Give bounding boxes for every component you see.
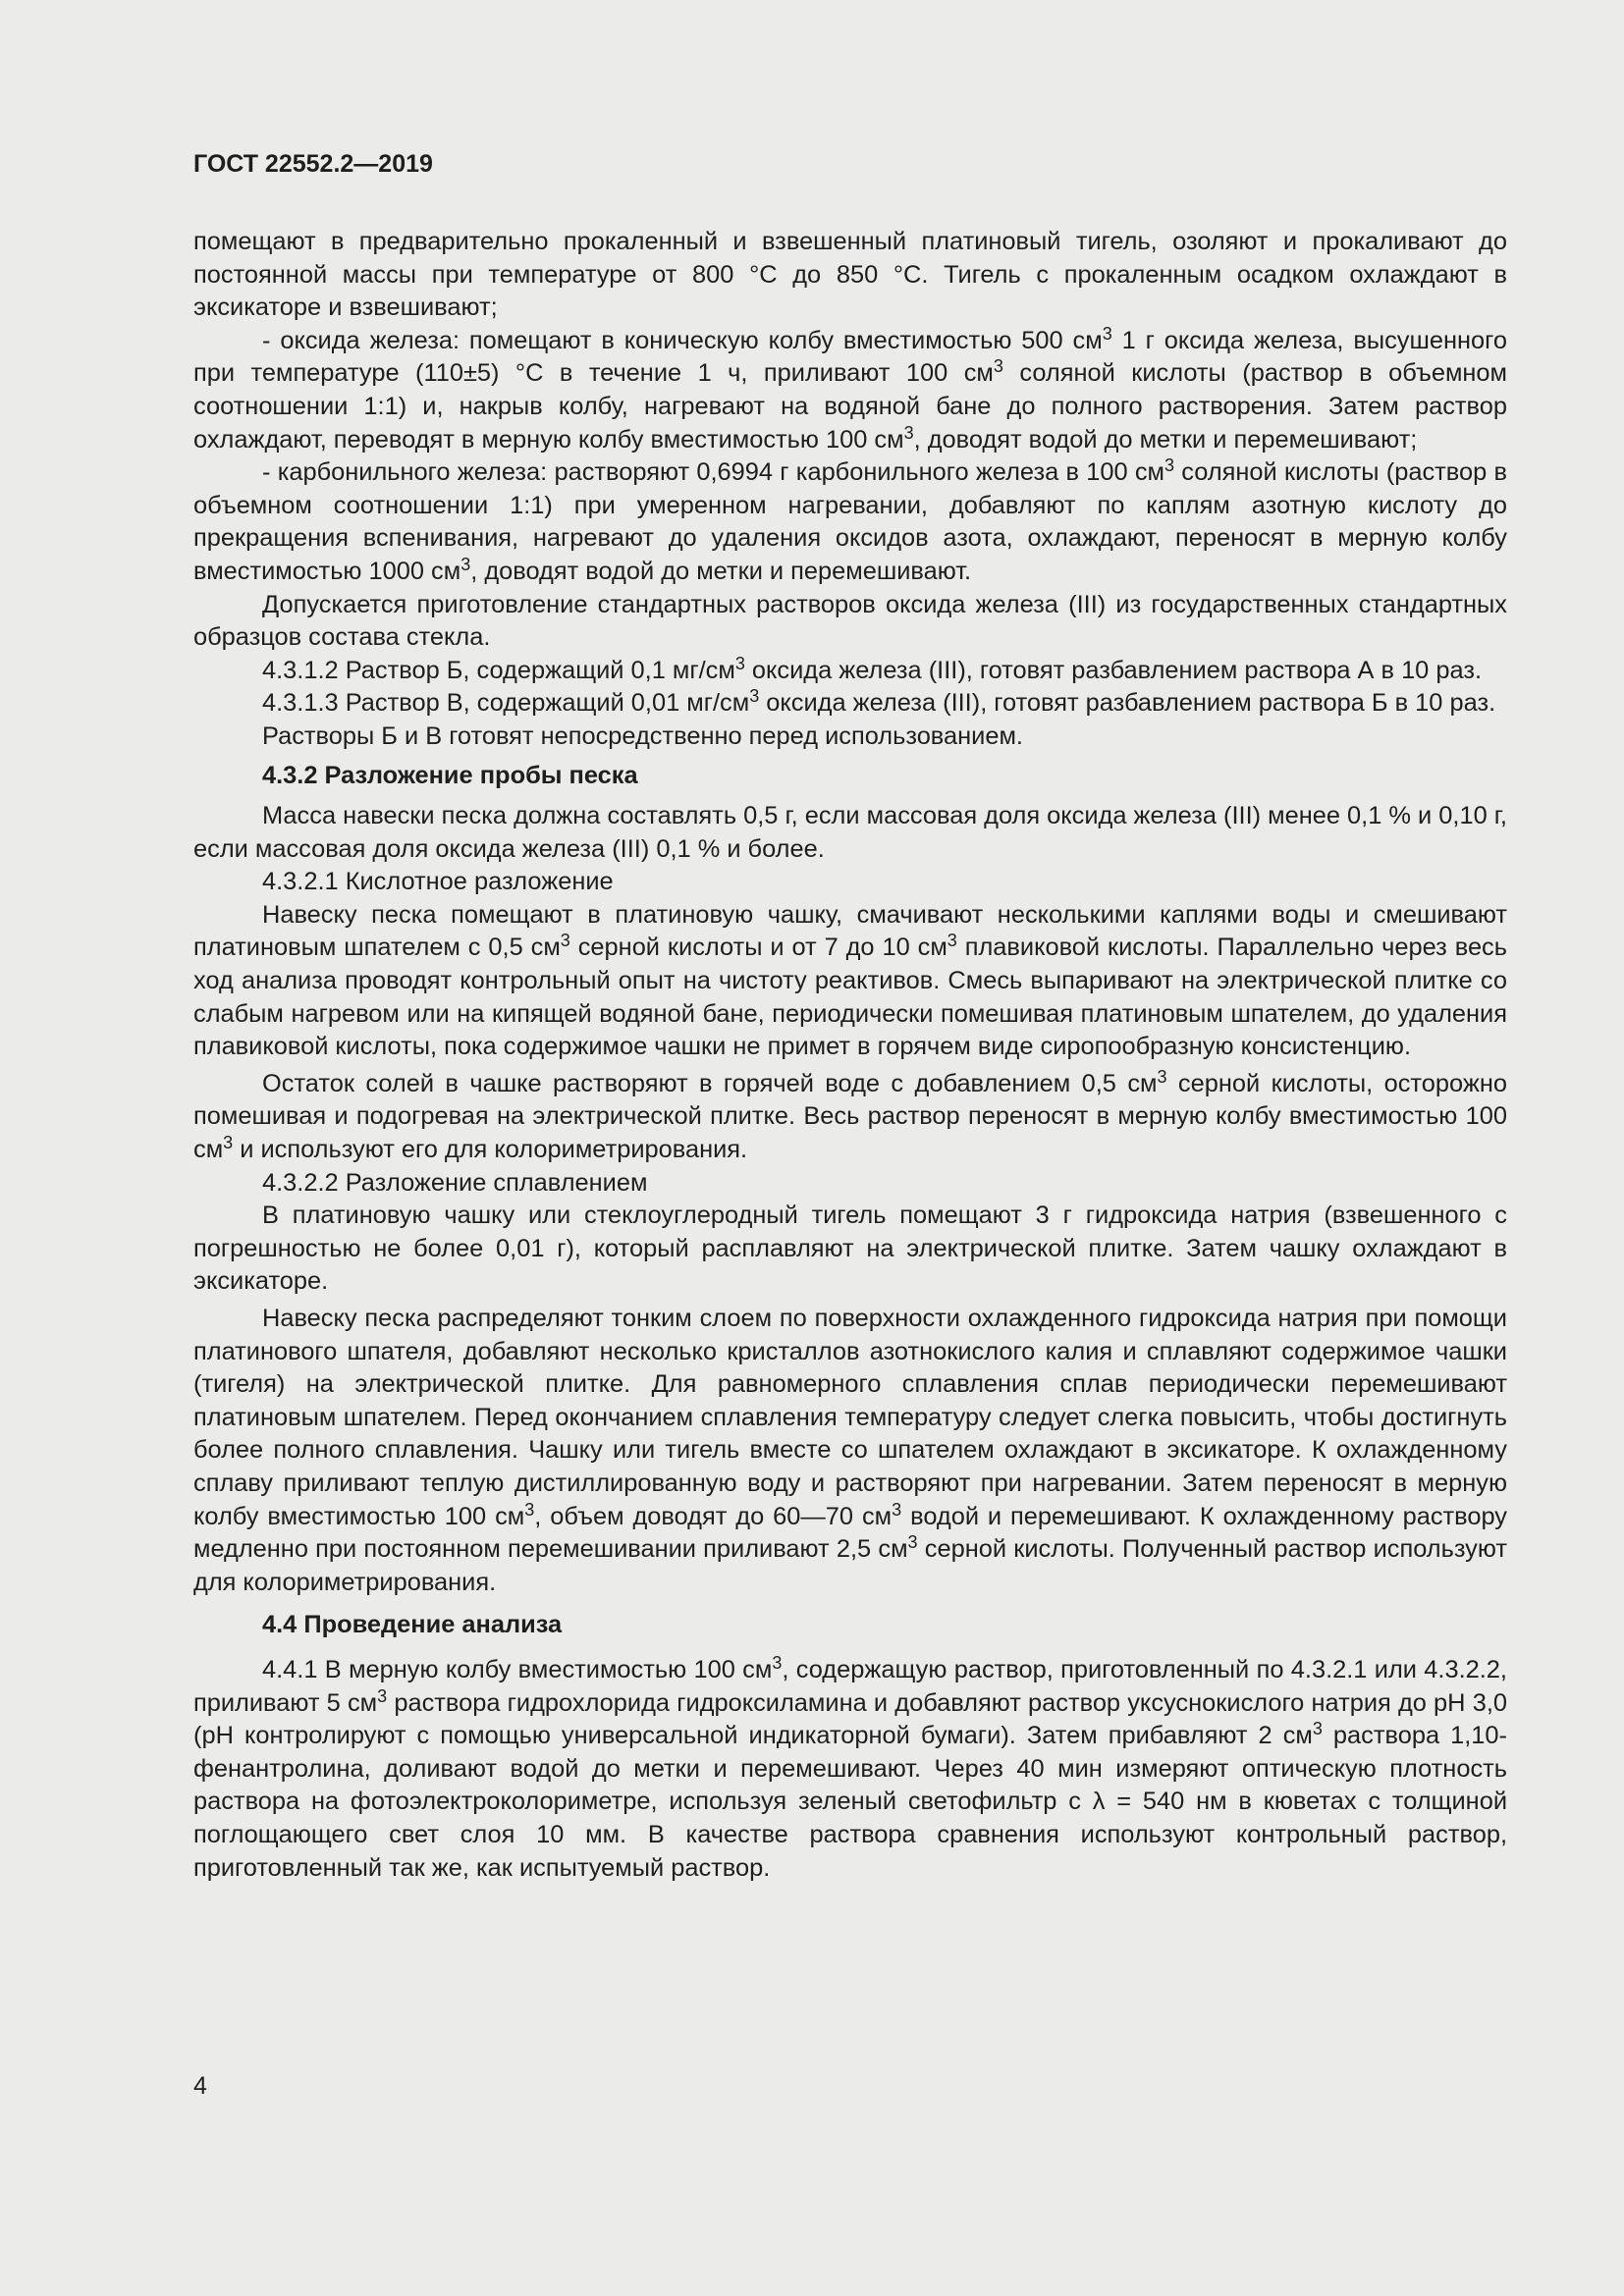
paragraph: 4.3.1.3 Раствор В, содержащий 0,01 $мг/см^3$ оксида железа (III), готовят разбавлением раствора Б в 10 раз. [262, 686, 1496, 718]
paragraph: Растворы Б и В готовят непосредственно перед использованием. [262, 721, 1023, 750]
paragraph: В платиновую чашку или стеклоуглеродный тигель помещают 3 г гидроксида натрия (взвешенного с погрешностью не более 0,01 г), который расплавляют на электрической плитке. Затем чашку охлаждают в эксикаторе. [193, 1201, 1507, 1296]
paragraph: Навеску песка распределяют тонким слоем по поверхности охлажденного гидроксида натрия при помощи платинового шпателя, добавляют несколько кристаллов азотнокислого калия и сплавляют содержимое чашки (тигеля) на электрической плитке. Для равномерного сплавления сплав периодически перемешивают платиновым шпателем. Перед окончанием сплавления температуру следует слегка повысить, чтобы достигнуть более полного сплавления. Чашку или тигель вместе со шпателем охлаждают в эксикаторе. К охлажденному сплаву приливают теплую дистиллированную воду и растворяют при нагревании. Затем переносят в мерную колбу вместимостью 100 $см^3$, объем доводят до 60—70 $см^3$ водой и перемешивают. К охлажденному раствору медленно при постоянном перемешивании приливают 2,5 $см^3$ серной кислоты. Полученный раствор используют для колориметрирования. [193, 1305, 1507, 1596]
paragraph: - карбонильного железа: растворяют 0,6994 г карбонильного железа в 100 $см^3$ соляной кислоты (раствор в объемном соотношении 1:1) при умеренном нагревании, добавляют по каплям азотную кислоту до прекращения вспенивания, нагревают до удаления оксидов азота, охлаждают, переносят в мерную колбу вместимостью 1000 $см^3$, доводят водой до метки и перемешивают. [193, 455, 1507, 585]
section-heading: 4.3.2 Разложение пробы песка [262, 761, 638, 789]
paragraph: Допускается приготовление стандартных растворов оксида железа (III) из государственных стандартных образцов состава стекла. [193, 590, 1507, 652]
paragraph: Остаток солей в чашке растворяют в горячей воде с добавлением 0,5 $см^3$ серной кислоты, осторожно помешивая и подогревая на электрической плитке. Весь раствор переносят в мерную колбу вместимостью 100 $см^3$ и используют его для колориметрирования. [193, 1066, 1507, 1164]
subsection-title: 4.3.2.1 Кислотное разложение [262, 868, 614, 896]
section-heading: 4.4 Проведение анализа [262, 1611, 563, 1639]
paragraph: помещают в предварительно прокаленный и взвешенный платиновый тигель, озоляют и прокаливают до постоянной массы при температуре от 800 °С до 850 °С. Тигель с прокаленным осадком охлаждают в эксикаторе и взвешивают; [193, 228, 1507, 322]
subsection-title: 4.3.2.2 Разложение сплавлением [262, 1168, 648, 1197]
paragraph: 4.4.1 В мерную колбу вместимостью 100 $см^3$, содержащую раствор, приготовленный по 4.3.2.1 или 4.3.2.2, приливают 5 $см^3$ раствора гидрохлорида гидроксиламина и добавляют раствор уксуснокислого натрия до рН 3,0 (рН контролируют с помощью универсальной индикаторной бумаги). Затем прибавляют 2 $см^3$ раствора 1,10-фенантролина, доливают водой до метки и перемешивают. Через 40 мин измеряют оптическую плотность раствора на фотоэлектроколориметре, используя зеленый светофильтр с λ = 540 нм в кюветах с толщиной поглощающего свет слоя 10 мм. В качестве раствора сравнения используют контрольный раствор, приготовленный так же, как испытуемый раствор. [193, 1652, 1508, 1882]
paragraph: 4.3.1.2 Раствор Б, содержащий 0,1 $мг/см^3$ оксида железа (III), готовят разбавлением раствора А в 10 раз. [262, 653, 1483, 684]
paragraph: - оксида железа: помещают в коническую колбу вместимостью 500 $см^3$ 1 г оксида железа, высушенного при температуре (110±5) °С в течение 1 ч, приливают 100 $см^3$ соляной кислоты (раствор в объемном соотношении 1:1) и, накрыв колбу, нагревают на водяной бане до полного растворения. Затем раствор охлаждают, переводят в мерную колбу вместимостью 100 $см^3$, доводят водой до метки и перемешивают; [193, 323, 1507, 454]
page-number: 4 [193, 2072, 207, 2100]
paragraph: Навеску песка помещают в платиновую чашку, смачивают несколькими каплями воды и смешивают платиновым шпателем с 0,5 $см^3$ серной кислоты и от 7 до 10 $см^3$ плавиковой кислоты. Параллельно через весь ход анализа проводят контрольный опыт на чистоту реактивов. Смесь выпаривают на электрической плитке со слабым нагревом или на кипящей водяной бане, периодически помешивая платиновым шпателем, до удаления плавиковой кислоты, пока содержимое чашки не примет в горячем виде сиропообразную консистенцию. [193, 900, 1507, 1061]
document-header: ГОСТ 22552.2—2019 [193, 150, 433, 178]
paragraph: Масса навески песка должна составлять 0,5 г, если массовая доля оксида железа (III) менее 0,1 % и 0,10 г, если массовая доля оксида железа (III) 0,1 % и более. [193, 802, 1507, 863]
document-body [193, 226, 1507, 1885]
